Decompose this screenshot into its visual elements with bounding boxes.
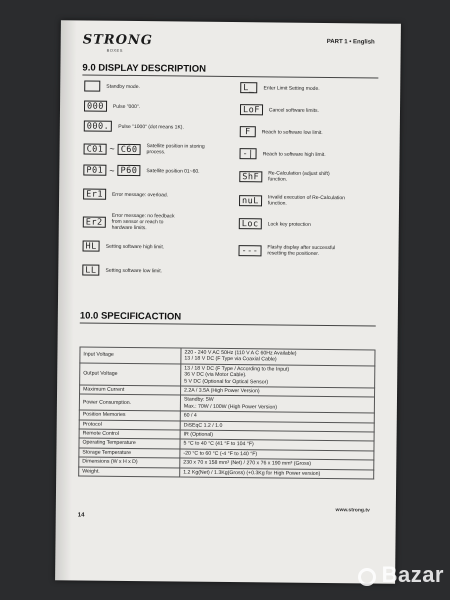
segment-display-code: P60 bbox=[117, 165, 140, 176]
segment-display-code bbox=[84, 80, 100, 91]
display-code-row bbox=[83, 212, 182, 231]
spec-value: IR (Optional) bbox=[180, 430, 374, 441]
display-code-description: Satellite position in storing process. bbox=[146, 143, 205, 156]
display-code-description: Setting software low limit. bbox=[105, 267, 163, 274]
spec-value: Standby: 5W Max.: 70W / 100W (High Power Version) bbox=[180, 395, 374, 413]
display-code-description: Cancel software limits. bbox=[268, 106, 319, 114]
segment-display-code: ShF bbox=[239, 171, 262, 182]
segment-display-code: --- bbox=[238, 245, 261, 256]
display-code-row bbox=[84, 100, 140, 112]
segment-display-code: C60 bbox=[118, 143, 141, 154]
range-tilde: ~ bbox=[109, 143, 115, 154]
spec-value: 60 / 4 bbox=[180, 411, 374, 422]
display-right-list bbox=[61, 20, 401, 24]
segment-display-code: HL bbox=[83, 240, 100, 251]
display-code-row bbox=[239, 194, 348, 207]
display-code-row bbox=[83, 164, 199, 176]
segment-display-code: L_ bbox=[240, 82, 257, 93]
watermark-text: Bazar bbox=[381, 562, 444, 587]
spec-value: 5 °C to 40 °C (41 °F to 104 °F) bbox=[180, 439, 374, 450]
range-tilde: ~ bbox=[109, 165, 115, 176]
segment-display-code: Er2 bbox=[83, 216, 106, 227]
spec-row bbox=[80, 363, 375, 388]
spec-key: Weight. bbox=[79, 467, 180, 477]
footer-url: www.strong.tv bbox=[335, 507, 370, 514]
spec-table bbox=[78, 346, 375, 479]
spec-key: Operating Temperature bbox=[79, 438, 180, 448]
display-code-description: Standby mode. bbox=[106, 83, 140, 90]
spec-key: Remote Control bbox=[79, 429, 180, 439]
display-code-row bbox=[84, 120, 184, 132]
page-number: 14 bbox=[77, 512, 85, 519]
display-code-row bbox=[82, 264, 162, 276]
display-code-row bbox=[238, 244, 347, 257]
spec-key: Input Voltage bbox=[80, 347, 181, 364]
segment-display-code: F bbox=[240, 126, 256, 137]
watermark-icon bbox=[358, 568, 376, 586]
spec-key: Dimensions (W x H x D) bbox=[79, 457, 180, 467]
display-code-description: Flashy display after successful resetting the positioner. bbox=[267, 244, 336, 257]
display-code-description: Enter Limit Setting mode. bbox=[263, 84, 320, 92]
spec-row bbox=[79, 467, 374, 479]
display-code-row bbox=[239, 170, 348, 183]
segment-display-code: 000. bbox=[84, 120, 113, 131]
spec-section-rule bbox=[80, 322, 376, 326]
segment-display-code: Loc bbox=[239, 218, 262, 229]
segment-display-code: Er1 bbox=[83, 188, 106, 199]
display-code-row bbox=[240, 104, 319, 116]
spec-key: Protocol bbox=[79, 420, 180, 430]
segment-display-code: P01 bbox=[83, 164, 106, 175]
display-code-description: Satellite position 01~60. bbox=[146, 167, 200, 175]
spec-value: 220 - 240 V AC 50Hz (110 V A C 60Hz Available) 13 / 18 V DC (F Type via Coaxial Cable) bbox=[181, 348, 375, 366]
spec-key: Position Memories bbox=[79, 410, 180, 420]
display-code-description: Lock key protection bbox=[267, 220, 311, 228]
display-section-rule bbox=[82, 74, 378, 78]
segment-display-code: LL bbox=[82, 264, 99, 275]
display-code-description: Re-Calculation (adjust shift) function. bbox=[268, 170, 330, 183]
manual-page bbox=[55, 20, 401, 584]
spec-key: Maximum Current bbox=[80, 385, 181, 395]
spec-value: 1.2 Kg(Net) / 1.3Kg(Gross) (+0.3Kg for High Power version) bbox=[180, 468, 374, 479]
spec-key: Output Voltage bbox=[80, 363, 181, 386]
spec-value: 13 / 18 V DC (F Type / According to the Input) 36 V DC (via Motor Cable). 5 V DC (Optional for Optical Sensor) bbox=[181, 364, 375, 388]
display-code-description: Error message: no feedback from sensor or reach to hardware limits. bbox=[111, 212, 175, 232]
spec-value: 230 x 70 x 158 mm³ (Net) / 270 x 76 x 190 mm³ (Gross) bbox=[180, 458, 374, 469]
logo-subtitle: BOXES bbox=[106, 47, 123, 53]
display-code-description: Invalid execution of Re-Calculation function. bbox=[267, 194, 345, 207]
segment-display-code: nuL bbox=[239, 195, 262, 206]
spec-key: Power Consumption. bbox=[79, 394, 180, 411]
display-code-row bbox=[84, 80, 140, 92]
display-code-description: Pulse "1000" (dot means 1K). bbox=[118, 123, 184, 131]
display-code-row bbox=[239, 148, 325, 160]
part-label: PART 1 • English bbox=[326, 39, 375, 46]
spec-value: -20 °C to 60 °C (-4 °F to 140 °F) bbox=[180, 449, 374, 460]
page-shadow bbox=[55, 20, 77, 580]
display-code-row bbox=[84, 142, 217, 155]
strong-logo: STRONG bbox=[82, 32, 153, 49]
display-code-description: Error message: overload. bbox=[111, 191, 169, 198]
display-code-description: Reach to software low limit. bbox=[261, 128, 323, 136]
segment-display-code: C01 bbox=[84, 143, 107, 154]
display-code-row bbox=[83, 188, 168, 200]
spec-value: 2.2A / 3.5A (High Power Version) bbox=[181, 386, 375, 397]
display-code-description: Reach to software high limit. bbox=[262, 150, 326, 158]
display-code-description: Pulse "000". bbox=[112, 103, 141, 110]
display-section-title: 9.0 DISPLAY DESCRIPTION bbox=[82, 62, 207, 75]
display-code-description: Setting software high limit. bbox=[105, 243, 165, 250]
display-left-list bbox=[61, 20, 401, 24]
segment-display-code: 000 bbox=[84, 100, 107, 111]
segment-display-code: LoF bbox=[240, 104, 263, 115]
spec-value: DiSEqC 1.2 / 1.0 bbox=[180, 421, 374, 432]
display-code-row bbox=[240, 82, 320, 94]
display-code-row bbox=[240, 126, 323, 138]
segment-display-code: -| bbox=[239, 148, 256, 159]
display-code-row bbox=[83, 240, 165, 252]
spec-section-title: 10.0 SPECIFICACTION bbox=[79, 310, 182, 323]
display-code-row bbox=[239, 218, 311, 230]
spec-key: Storage Temperature bbox=[79, 448, 180, 458]
